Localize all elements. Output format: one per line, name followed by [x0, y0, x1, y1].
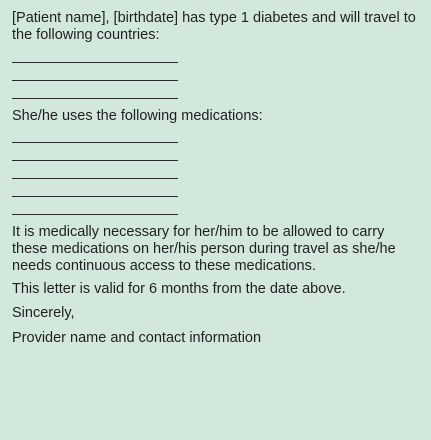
country-blank-line-2 — [12, 80, 178, 81]
medication-blank-line-3 — [12, 178, 178, 179]
medication-blank-line-2 — [12, 160, 178, 161]
medication-blank-line-5 — [12, 214, 178, 215]
medication-blank-line-1 — [12, 142, 178, 143]
medical-necessity-statement: It is medically necessary for her/him to be allowed to carry these medications on her/his person during travel as she/he needs continuous access to these medications. — [12, 224, 396, 275]
letter-intro: [Patient name], [birthdate] has type 1 diabetes and will travel to the following countries: — [12, 10, 416, 44]
medication-blank-line-4 — [12, 196, 178, 197]
validity-statement: This letter is valid for 6 months from the date above. — [12, 281, 346, 298]
country-blank-line-3 — [12, 98, 178, 99]
closing: Sincerely, — [12, 305, 75, 322]
country-blank-line-1 — [12, 62, 178, 63]
medications-heading: She/he uses the following medications: — [12, 107, 263, 124]
provider-signature-line: Provider name and contact information — [12, 329, 262, 346]
